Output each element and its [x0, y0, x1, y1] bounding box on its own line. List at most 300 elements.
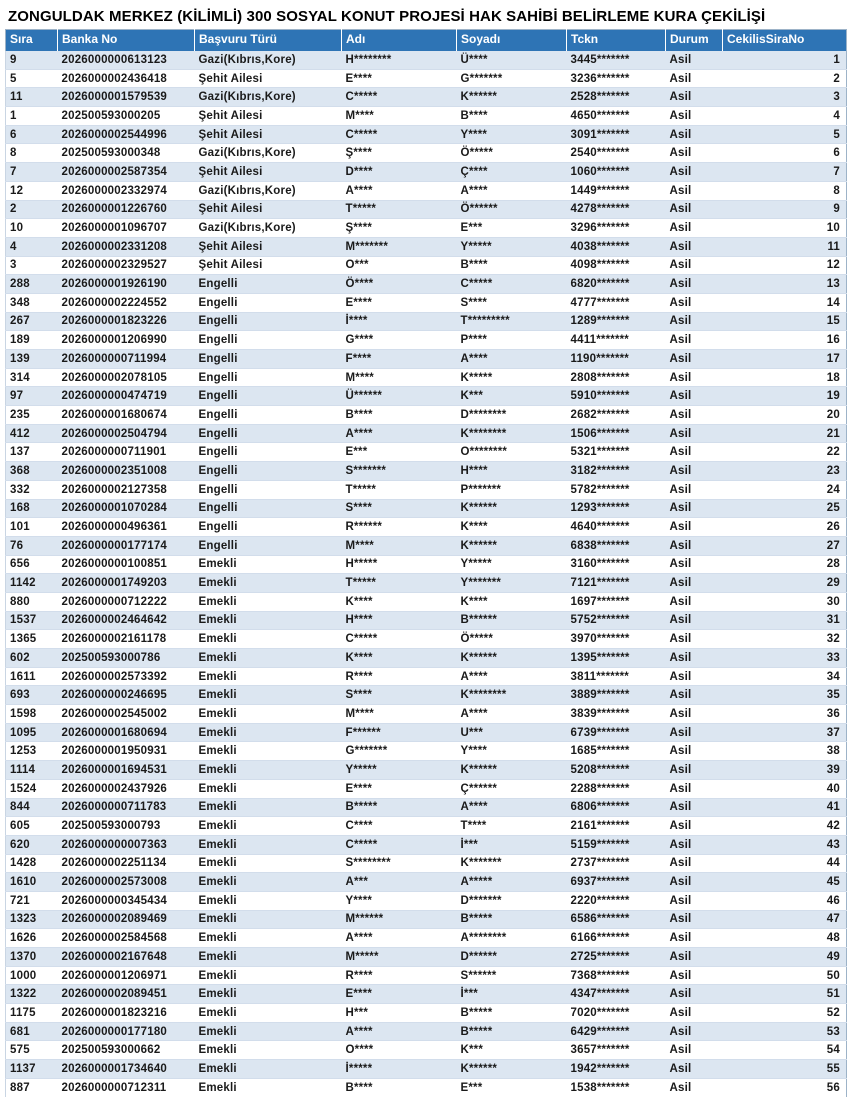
cell-tckn: 3182*******: [567, 462, 666, 481]
cell-sira: 605: [6, 817, 58, 836]
cell-basvuru-turu: Engelli: [195, 406, 342, 425]
cell-soyadi: D********: [457, 406, 567, 425]
table-row: [6, 424, 847, 443]
cell-durum: Asil: [666, 555, 723, 574]
table-row: [6, 966, 847, 985]
cell-tckn: 4098*******: [567, 256, 666, 275]
cell-basvuru-turu: Emekli: [195, 1060, 342, 1079]
cell-basvuru-turu: Emekli: [195, 761, 342, 780]
cell-banka-no: 2026000002332974: [58, 181, 195, 200]
cell-banka-no: 2026000002251134: [58, 854, 195, 873]
cell-adi: M******: [342, 910, 457, 929]
cell-cekilis-sira-no: 36: [723, 705, 847, 724]
cell-basvuru-turu: Gazi(Kıbrıs,Kore): [195, 219, 342, 238]
cell-adi: G****: [342, 331, 457, 350]
cell-adi: Y*****: [342, 761, 457, 780]
cell-adi: R****: [342, 966, 457, 985]
cell-banka-no: 2026000002544996: [58, 125, 195, 144]
cell-banka-no: 2026000001579539: [58, 88, 195, 107]
cell-banka-no: 2026000000711783: [58, 798, 195, 817]
cell-soyadi: K******: [457, 649, 567, 668]
cell-cekilis-sira-no: 19: [723, 387, 847, 406]
cell-soyadi: K******: [457, 761, 567, 780]
cell-durum: Asil: [666, 237, 723, 256]
cell-adi: Ş****: [342, 144, 457, 163]
kura-results-table: [5, 29, 847, 1097]
cell-cekilis-sira-no: 50: [723, 966, 847, 985]
cell-adi: S*******: [342, 462, 457, 481]
cell-durum: Asil: [666, 742, 723, 761]
cell-sira: 348: [6, 293, 58, 312]
cell-banka-no: 2026000002504794: [58, 424, 195, 443]
cell-soyadi: K***: [457, 387, 567, 406]
cell-cekilis-sira-no: 6: [723, 144, 847, 163]
table-body: [6, 51, 847, 1097]
cell-tckn: 6937*******: [567, 873, 666, 892]
cell-adi: D****: [342, 163, 457, 182]
cell-cekilis-sira-no: 3: [723, 88, 847, 107]
cell-basvuru-turu: Gazi(Kıbrıs,Kore): [195, 51, 342, 70]
cell-cekilis-sira-no: 54: [723, 1041, 847, 1060]
cell-banka-no: 2026000000711994: [58, 350, 195, 369]
cell-soyadi: E***: [457, 219, 567, 238]
cell-basvuru-turu: Emekli: [195, 835, 342, 854]
cell-banka-no: 2026000000007363: [58, 835, 195, 854]
cell-tckn: 4777*******: [567, 293, 666, 312]
cell-durum: Asil: [666, 350, 723, 369]
cell-durum: Asil: [666, 518, 723, 537]
cell-basvuru-turu: Engelli: [195, 462, 342, 481]
cell-sira: 656: [6, 555, 58, 574]
cell-durum: Asil: [666, 1060, 723, 1079]
cell-banka-no: 202500593000793: [58, 817, 195, 836]
cell-sira: 4: [6, 237, 58, 256]
cell-durum: Asil: [666, 312, 723, 331]
page-title: ZONGULDAK MERKEZ (KİLİMLİ) 300 SOSYAL KONUT PROJESİ HAK SAHİBİ BELİRLEME KURA ÇEKİLİŞİ: [8, 8, 766, 25]
cell-tckn: 5159*******: [567, 835, 666, 854]
cell-tckn: 1395*******: [567, 649, 666, 668]
cell-soyadi: B******: [457, 611, 567, 630]
cell-tckn: 7020*******: [567, 1004, 666, 1023]
cell-sira: 1137: [6, 1060, 58, 1079]
column-header-basvuru-turu: Başvuru Türü: [195, 30, 342, 51]
table-row: [6, 761, 847, 780]
cell-durum: Asil: [666, 424, 723, 443]
cell-tckn: 4347*******: [567, 985, 666, 1004]
cell-cekilis-sira-no: 34: [723, 667, 847, 686]
cell-basvuru-turu: Gazi(Kıbrıs,Kore): [195, 181, 342, 200]
cell-basvuru-turu: Emekli: [195, 873, 342, 892]
cell-tckn: 2808*******: [567, 368, 666, 387]
cell-durum: Asil: [666, 1004, 723, 1023]
cell-sira: 11: [6, 88, 58, 107]
cell-sira: 844: [6, 798, 58, 817]
column-header-sira: Sıra: [6, 30, 58, 51]
cell-tckn: 3445*******: [567, 51, 666, 70]
cell-cekilis-sira-no: 11: [723, 237, 847, 256]
cell-banka-no: 2026000002351008: [58, 462, 195, 481]
cell-tckn: 6429*******: [567, 1022, 666, 1041]
cell-cekilis-sira-no: 31: [723, 611, 847, 630]
cell-adi: E****: [342, 985, 457, 1004]
cell-soyadi: B****: [457, 107, 567, 126]
cell-durum: Asil: [666, 723, 723, 742]
cell-soyadi: P*******: [457, 480, 567, 499]
cell-tckn: 3296*******: [567, 219, 666, 238]
cell-cekilis-sira-no: 49: [723, 948, 847, 967]
cell-banka-no: 2026000002437926: [58, 779, 195, 798]
cell-soyadi: B*****: [457, 1004, 567, 1023]
cell-cekilis-sira-no: 56: [723, 1078, 847, 1097]
cell-sira: 368: [6, 462, 58, 481]
cell-cekilis-sira-no: 8: [723, 181, 847, 200]
cell-banka-no: 2026000002224552: [58, 293, 195, 312]
table-row: [6, 237, 847, 256]
table-row: [6, 705, 847, 724]
cell-durum: Asil: [666, 499, 723, 518]
cell-tckn: 5752*******: [567, 611, 666, 630]
cell-tckn: 7368*******: [567, 966, 666, 985]
cell-tckn: 6838*******: [567, 536, 666, 555]
cell-cekilis-sira-no: 35: [723, 686, 847, 705]
cell-banka-no: 2026000001950931: [58, 742, 195, 761]
cell-soyadi: B*****: [457, 1022, 567, 1041]
cell-sira: 3: [6, 256, 58, 275]
cell-cekilis-sira-no: 9: [723, 200, 847, 219]
cell-sira: 1253: [6, 742, 58, 761]
cell-tckn: 6586*******: [567, 910, 666, 929]
cell-sira: 267: [6, 312, 58, 331]
cell-durum: Asil: [666, 107, 723, 126]
cell-cekilis-sira-no: 45: [723, 873, 847, 892]
cell-sira: 1370: [6, 948, 58, 967]
cell-banka-no: 2026000002545002: [58, 705, 195, 724]
cell-tckn: 6806*******: [567, 798, 666, 817]
cell-durum: Asil: [666, 69, 723, 88]
cell-durum: Asil: [666, 985, 723, 1004]
cell-durum: Asil: [666, 948, 723, 967]
cell-adi: Ş****: [342, 219, 457, 238]
cell-cekilis-sira-no: 10: [723, 219, 847, 238]
cell-banka-no: 2026000001680674: [58, 406, 195, 425]
cell-adi: S****: [342, 499, 457, 518]
cell-soyadi: H****: [457, 462, 567, 481]
cell-banka-no: 2026000000712222: [58, 592, 195, 611]
table-row: [6, 499, 847, 518]
cell-durum: Asil: [666, 667, 723, 686]
cell-tckn: 2528*******: [567, 88, 666, 107]
cell-basvuru-turu: Emekli: [195, 705, 342, 724]
cell-banka-no: 202500593000662: [58, 1041, 195, 1060]
table-row: [6, 387, 847, 406]
cell-adi: T*****: [342, 574, 457, 593]
cell-basvuru-turu: Engelli: [195, 275, 342, 294]
cell-tckn: 5782*******: [567, 480, 666, 499]
cell-durum: Asil: [666, 1078, 723, 1097]
table-row: [6, 200, 847, 219]
cell-basvuru-turu: Emekli: [195, 630, 342, 649]
cell-basvuru-turu: Şehit Ailesi: [195, 237, 342, 256]
cell-tckn: 3811*******: [567, 667, 666, 686]
cell-cekilis-sira-no: 51: [723, 985, 847, 1004]
cell-cekilis-sira-no: 14: [723, 293, 847, 312]
cell-banka-no: 2026000002436418: [58, 69, 195, 88]
cell-tckn: 5910*******: [567, 387, 666, 406]
cell-durum: Asil: [666, 293, 723, 312]
column-header-durum: Durum: [666, 30, 723, 51]
cell-tckn: 3657*******: [567, 1041, 666, 1060]
cell-tckn: 2288*******: [567, 779, 666, 798]
cell-sira: 1428: [6, 854, 58, 873]
cell-tckn: 1506*******: [567, 424, 666, 443]
cell-sira: 76: [6, 536, 58, 555]
table-row: [6, 368, 847, 387]
cell-adi: B****: [342, 406, 457, 425]
cell-adi: C****: [342, 817, 457, 836]
cell-basvuru-turu: Emekli: [195, 948, 342, 967]
cell-soyadi: K********: [457, 686, 567, 705]
cell-adi: M*****: [342, 948, 457, 967]
cell-tckn: 2725*******: [567, 948, 666, 967]
table-row: [6, 985, 847, 1004]
cell-soyadi: P****: [457, 331, 567, 350]
cell-adi: E****: [342, 69, 457, 88]
cell-basvuru-turu: Engelli: [195, 518, 342, 537]
cell-basvuru-turu: Emekli: [195, 742, 342, 761]
table-row: [6, 891, 847, 910]
cell-banka-no: 2026000002089451: [58, 985, 195, 1004]
cell-adi: H***: [342, 1004, 457, 1023]
table-header-row: [6, 30, 847, 51]
cell-soyadi: K********: [457, 424, 567, 443]
table-row: [6, 163, 847, 182]
table-row: [6, 275, 847, 294]
cell-adi: G*******: [342, 742, 457, 761]
cell-tckn: 5208*******: [567, 761, 666, 780]
cell-banka-no: 202500593000205: [58, 107, 195, 126]
cell-banka-no: 2026000000711901: [58, 443, 195, 462]
cell-adi: M****: [342, 368, 457, 387]
cell-basvuru-turu: Emekli: [195, 966, 342, 985]
cell-durum: Asil: [666, 574, 723, 593]
cell-tckn: 1190*******: [567, 350, 666, 369]
cell-banka-no: 2026000000100851: [58, 555, 195, 574]
cell-durum: Asil: [666, 779, 723, 798]
cell-banka-no: 2026000001823226: [58, 312, 195, 331]
cell-soyadi: İ***: [457, 835, 567, 854]
cell-durum: Asil: [666, 443, 723, 462]
table-row: [6, 350, 847, 369]
cell-tckn: 4411*******: [567, 331, 666, 350]
cell-sira: 693: [6, 686, 58, 705]
table-row: [6, 1041, 847, 1060]
cell-cekilis-sira-no: 22: [723, 443, 847, 462]
cell-soyadi: A****: [457, 798, 567, 817]
cell-cekilis-sira-no: 46: [723, 891, 847, 910]
cell-soyadi: A****: [457, 705, 567, 724]
cell-tckn: 1449*******: [567, 181, 666, 200]
table-row: [6, 88, 847, 107]
cell-banka-no: 2026000002167648: [58, 948, 195, 967]
column-header-banka-no: Banka No: [58, 30, 195, 51]
cell-basvuru-turu: Emekli: [195, 1078, 342, 1097]
cell-adi: T*****: [342, 200, 457, 219]
table-row: [6, 948, 847, 967]
table-row: [6, 181, 847, 200]
cell-banka-no: 2026000001096707: [58, 219, 195, 238]
cell-basvuru-turu: Emekli: [195, 779, 342, 798]
cell-soyadi: T*********: [457, 312, 567, 331]
table-row: [6, 555, 847, 574]
cell-sira: 575: [6, 1041, 58, 1060]
table-row: [6, 910, 847, 929]
column-header-adi: Adı: [342, 30, 457, 51]
table-row: [6, 798, 847, 817]
cell-durum: Asil: [666, 873, 723, 892]
table-row: [6, 1078, 847, 1097]
cell-cekilis-sira-no: 20: [723, 406, 847, 425]
cell-sira: 6: [6, 125, 58, 144]
cell-durum: Asil: [666, 144, 723, 163]
cell-durum: Asil: [666, 611, 723, 630]
cell-basvuru-turu: Engelli: [195, 536, 342, 555]
cell-tckn: 1697*******: [567, 592, 666, 611]
cell-sira: 1114: [6, 761, 58, 780]
cell-basvuru-turu: Emekli: [195, 985, 342, 1004]
cell-adi: İ****: [342, 312, 457, 331]
cell-durum: Asil: [666, 219, 723, 238]
cell-tckn: 3970*******: [567, 630, 666, 649]
cell-basvuru-turu: Şehit Ailesi: [195, 107, 342, 126]
table-row: [6, 480, 847, 499]
table-row: [6, 742, 847, 761]
cell-cekilis-sira-no: 27: [723, 536, 847, 555]
cell-tckn: 1293*******: [567, 499, 666, 518]
cell-durum: Asil: [666, 256, 723, 275]
cell-tckn: 4038*******: [567, 237, 666, 256]
table-row: [6, 293, 847, 312]
cell-banka-no: 202500593000348: [58, 144, 195, 163]
cell-banka-no: 2026000001226760: [58, 200, 195, 219]
cell-soyadi: Y****: [457, 125, 567, 144]
cell-adi: Ü******: [342, 387, 457, 406]
cell-cekilis-sira-no: 13: [723, 275, 847, 294]
cell-durum: Asil: [666, 125, 723, 144]
cell-cekilis-sira-no: 43: [723, 835, 847, 854]
cell-basvuru-turu: Emekli: [195, 798, 342, 817]
table-row: [6, 723, 847, 742]
cell-banka-no: 2026000000613123: [58, 51, 195, 70]
cell-soyadi: Y****: [457, 742, 567, 761]
cell-basvuru-turu: Emekli: [195, 854, 342, 873]
cell-sira: 1537: [6, 611, 58, 630]
cell-cekilis-sira-no: 23: [723, 462, 847, 481]
cell-sira: 7: [6, 163, 58, 182]
cell-basvuru-turu: Emekli: [195, 891, 342, 910]
cell-soyadi: Y*****: [457, 237, 567, 256]
cell-tckn: 1060*******: [567, 163, 666, 182]
cell-banka-no: 2026000001680694: [58, 723, 195, 742]
cell-sira: 721: [6, 891, 58, 910]
cell-adi: K****: [342, 592, 457, 611]
cell-durum: Asil: [666, 331, 723, 350]
cell-cekilis-sira-no: 53: [723, 1022, 847, 1041]
cell-banka-no: 2026000001823216: [58, 1004, 195, 1023]
cell-soyadi: Y*****: [457, 555, 567, 574]
cell-soyadi: E***: [457, 1078, 567, 1097]
cell-durum: Asil: [666, 275, 723, 294]
cell-banka-no: 2026000000177180: [58, 1022, 195, 1041]
cell-sira: 681: [6, 1022, 58, 1041]
cell-sira: 8: [6, 144, 58, 163]
cell-soyadi: K****: [457, 518, 567, 537]
cell-durum: Asil: [666, 910, 723, 929]
cell-durum: Asil: [666, 163, 723, 182]
table-row: [6, 649, 847, 668]
cell-sira: 880: [6, 592, 58, 611]
cell-durum: Asil: [666, 462, 723, 481]
cell-sira: 314: [6, 368, 58, 387]
cell-tckn: 3160*******: [567, 555, 666, 574]
cell-adi: E****: [342, 293, 457, 312]
cell-banka-no: 2026000002331208: [58, 237, 195, 256]
cell-tckn: 6820*******: [567, 275, 666, 294]
cell-soyadi: S******: [457, 966, 567, 985]
cell-cekilis-sira-no: 7: [723, 163, 847, 182]
cell-adi: F******: [342, 723, 457, 742]
cell-soyadi: B*****: [457, 910, 567, 929]
column-header-tckn: Tckn: [567, 30, 666, 51]
table-row: [6, 592, 847, 611]
cell-adi: H*****: [342, 555, 457, 574]
cell-durum: Asil: [666, 630, 723, 649]
cell-sira: 1611: [6, 667, 58, 686]
cell-cekilis-sira-no: 47: [723, 910, 847, 929]
cell-cekilis-sira-no: 12: [723, 256, 847, 275]
cell-basvuru-turu: Engelli: [195, 387, 342, 406]
cell-banka-no: 202500593000786: [58, 649, 195, 668]
cell-soyadi: Ü****: [457, 51, 567, 70]
cell-cekilis-sira-no: 4: [723, 107, 847, 126]
cell-adi: H********: [342, 51, 457, 70]
cell-cekilis-sira-no: 40: [723, 779, 847, 798]
cell-basvuru-turu: Engelli: [195, 312, 342, 331]
cell-durum: Asil: [666, 817, 723, 836]
cell-soyadi: A*****: [457, 873, 567, 892]
cell-durum: Asil: [666, 387, 723, 406]
column-header-cekilis-sira-no: CekilisSiraNo: [723, 30, 847, 51]
cell-cekilis-sira-no: 41: [723, 798, 847, 817]
cell-cekilis-sira-no: 29: [723, 574, 847, 593]
cell-tckn: 3236*******: [567, 69, 666, 88]
cell-sira: 412: [6, 424, 58, 443]
cell-durum: Asil: [666, 686, 723, 705]
cell-basvuru-turu: Şehit Ailesi: [195, 125, 342, 144]
cell-soyadi: K****: [457, 592, 567, 611]
cell-sira: 1000: [6, 966, 58, 985]
cell-adi: M*******: [342, 237, 457, 256]
cell-adi: O****: [342, 1041, 457, 1060]
table-row: [6, 779, 847, 798]
cell-durum: Asil: [666, 88, 723, 107]
cell-durum: Asil: [666, 592, 723, 611]
cell-adi: A****: [342, 929, 457, 948]
cell-sira: 235: [6, 406, 58, 425]
cell-adi: H****: [342, 611, 457, 630]
cell-soyadi: K***: [457, 1041, 567, 1060]
cell-sira: 1095: [6, 723, 58, 742]
cell-basvuru-turu: Emekli: [195, 686, 342, 705]
